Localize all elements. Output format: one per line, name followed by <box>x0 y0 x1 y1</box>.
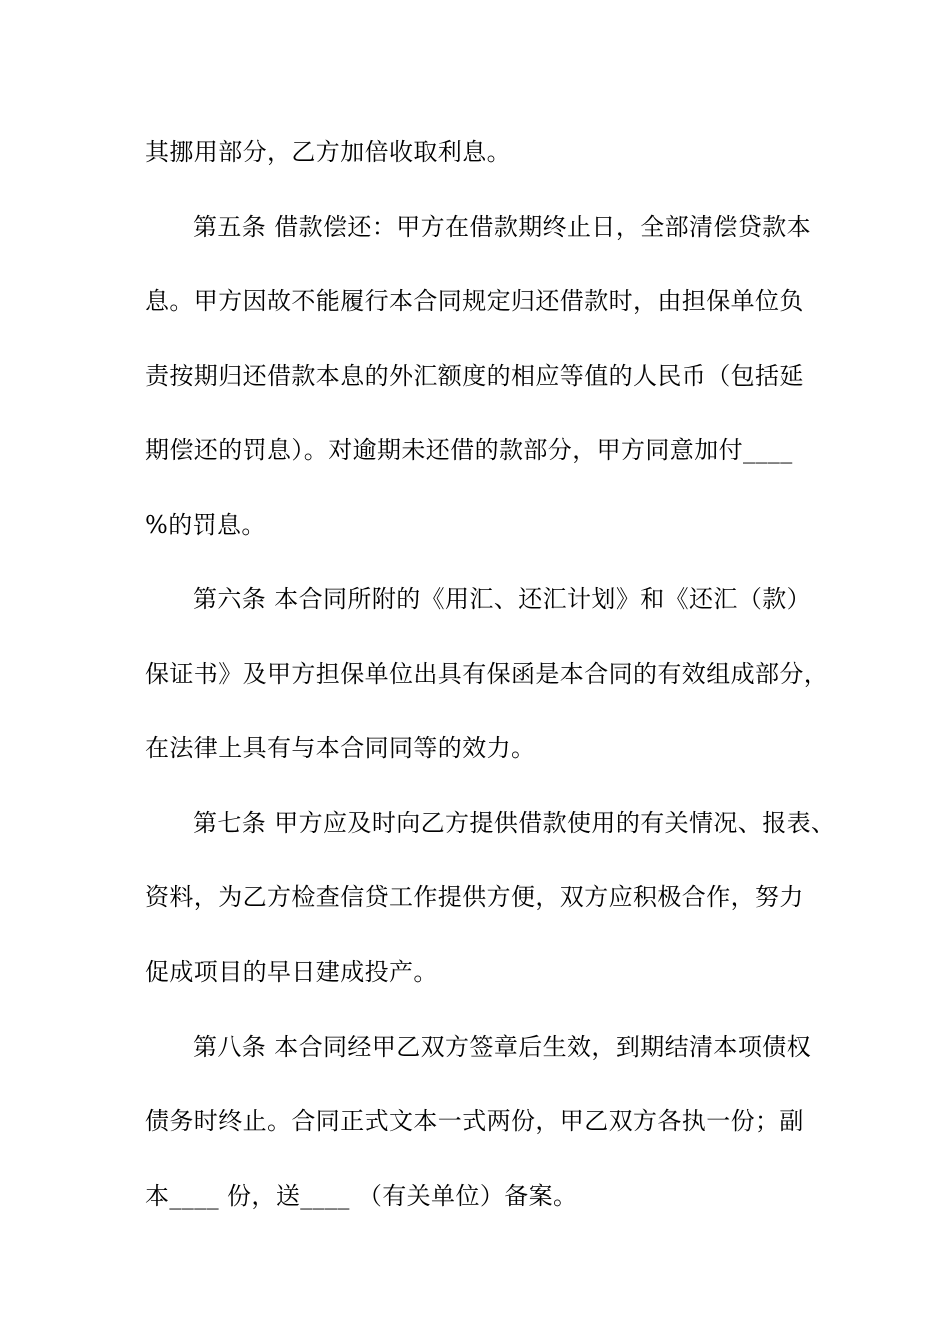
text-line: 其挪用部分，乙方加倍收取利息。 <box>145 138 511 166</box>
text-line: 保证书》及甲方担保单位出具有保函是本合同的有效组成部分， <box>145 660 829 688</box>
text-line: 息。甲方因故不能履行本合同规定归还借款时，由担保单位负 <box>145 287 804 315</box>
text-line: 期偿还的罚息）。对逾期未还借的款部分，甲方同意加付____ <box>145 436 793 464</box>
text-line: 责按期归还借款本息的外汇额度的相应等值的人民币（包括延 <box>145 362 804 390</box>
text-line: 促成项目的早日建成投产。 <box>145 958 438 986</box>
article-5-heading-line: 第五条 借款偿还：甲方在借款期终止日，全部清偿贷款本 <box>193 213 812 241</box>
article-7-heading-line: 第七条 甲方应及时向乙方提供借款使用的有关情况、报表、 <box>193 809 836 837</box>
article-6-heading-line: 第六条 本合同所附的《用汇、还汇计划》和《还汇（款） <box>193 585 812 613</box>
article-8-heading-line: 第八条 本合同经甲乙双方签章后生效，到期结清本项债权 <box>193 1033 812 1061</box>
text-line: 债务时终止。合同正式文本一式两份，甲乙双方各执一份；副 <box>145 1107 804 1135</box>
text-line: 本____ 份，送____ （有关单位）备案。 <box>145 1182 578 1210</box>
text-line: %的罚息。 <box>145 511 266 539</box>
text-line: 资料，为乙方检查信贷工作提供方便，双方应积极合作，努力 <box>145 883 804 911</box>
text-line: 在法律上具有与本合同同等的效力。 <box>145 734 536 762</box>
